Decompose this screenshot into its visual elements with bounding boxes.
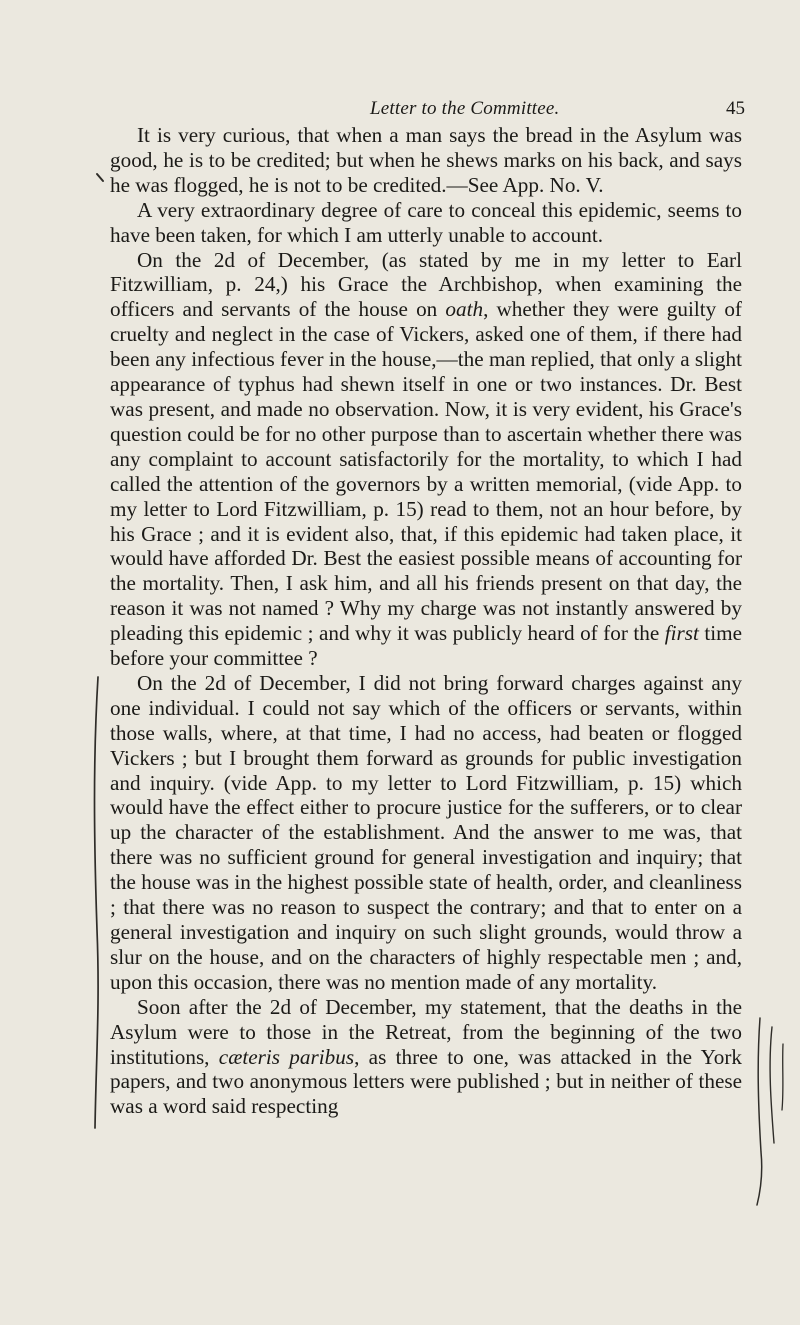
paragraph-4: On the 2d of December, I did not bring forward charges against any one individual. I could not say which of the officers or servants, within those walls, where, at that time, I had no access, had beaten or flogged Vickers ; but I brought them forward as grounds for public investigation and inquiry. (vide App. to my letter to Lord Fitzwilliam, p. 15) which would have the effect either to procure justice for the sufferers, or to clear up the character of the establishment. And the answer to me was, that there was no sufficient ground for general investigation and inquiry; that the house was in the highest possible state of health, order, and cleanliness ; that there was no reason to suspect the contrary; and that to enter on a general investigation and inquiry on such slight grounds, would throw a slur on the house, and on the characters of highly respectable men ; and, upon this occasion, there was no mention made of any mortality. [110, 670, 742, 994]
paragraph-2: A very extraordinary degree of care to conceal this epidemic, seems to have been taken, for which I am utterly unable to account. [110, 197, 742, 247]
paragraph-1: It is very curious, that when a man says the bread in the Asylum was good, he is to be credited; but when he shews marks on his back, and says he was flogged, he is not to be credited.—See App. No. V. [110, 123, 742, 197]
paragraph-5 [110, 995, 742, 1120]
running-title: Letter to the Committee. [370, 98, 560, 119]
page-number: 45 [726, 98, 745, 119]
left-margin-bracket-line [95, 677, 99, 1128]
italic-first: first [664, 621, 699, 646]
left-margin-tick-mark [97, 174, 103, 181]
right-margin-bracket-middle [770, 1027, 774, 1143]
italic-oath: oath [445, 297, 484, 322]
paragraph-3-part-1: On the 2d of December, (as stated by me in my letter to Earl Fitzwilliam, p. 24,) his Grace the Archbishop, when examining the officers and servants of the house on [110, 247, 742, 322]
italic-ceteris-paribus: cæteris paribus [218, 1044, 355, 1069]
body-text [110, 123, 742, 1119]
paragraph-3-part-2: , whether they were guilty of cruelty and neglect in the case of Vickers, asked one of them, if there had been any infectious fever in the house,—the man replied, that only a slight appearance of typhus had shewn itself in one or two instances. Dr. Best was present, and made no observation. Now, it is very evident, his Grace's question could be for no other purpose than to ascertain whether there was any complaint to account satisfactorily for the mortality, to which I had called the attention of the governors by a written memorial, (vide App. to my letter to Lord Fitzwilliam, p. 15) read to them, not an hour before, by his Grace ; and it is evident also, that, if this epidemic had taken place, it would have afforded Dr. Best the easiest possible means of accounting for the mortality. Then, I ask him, and all his friends present on that day, the reason it was not named ? Why my charge was not instantly answered by pleading this epidemic ; and why it was publicly heard of for the [110, 297, 742, 646]
right-margin-bracket-outer [782, 1044, 783, 1110]
paragraph-5-part-1: Soon after the 2d of December, my statement, that the deaths in the Asylum were to those in the Retreat, from the beginning of the two institutions, [110, 994, 742, 1069]
paragraph-5-part-2: , as three to one, was attacked in the York papers, and two anonymous letters were published ; but in neither of these was a word said respecting [110, 1044, 742, 1119]
paragraph-3 [110, 248, 742, 671]
right-margin-bracket-inner [757, 1018, 762, 1205]
paragraph-3-part-3: time before your committee ? [110, 621, 742, 671]
